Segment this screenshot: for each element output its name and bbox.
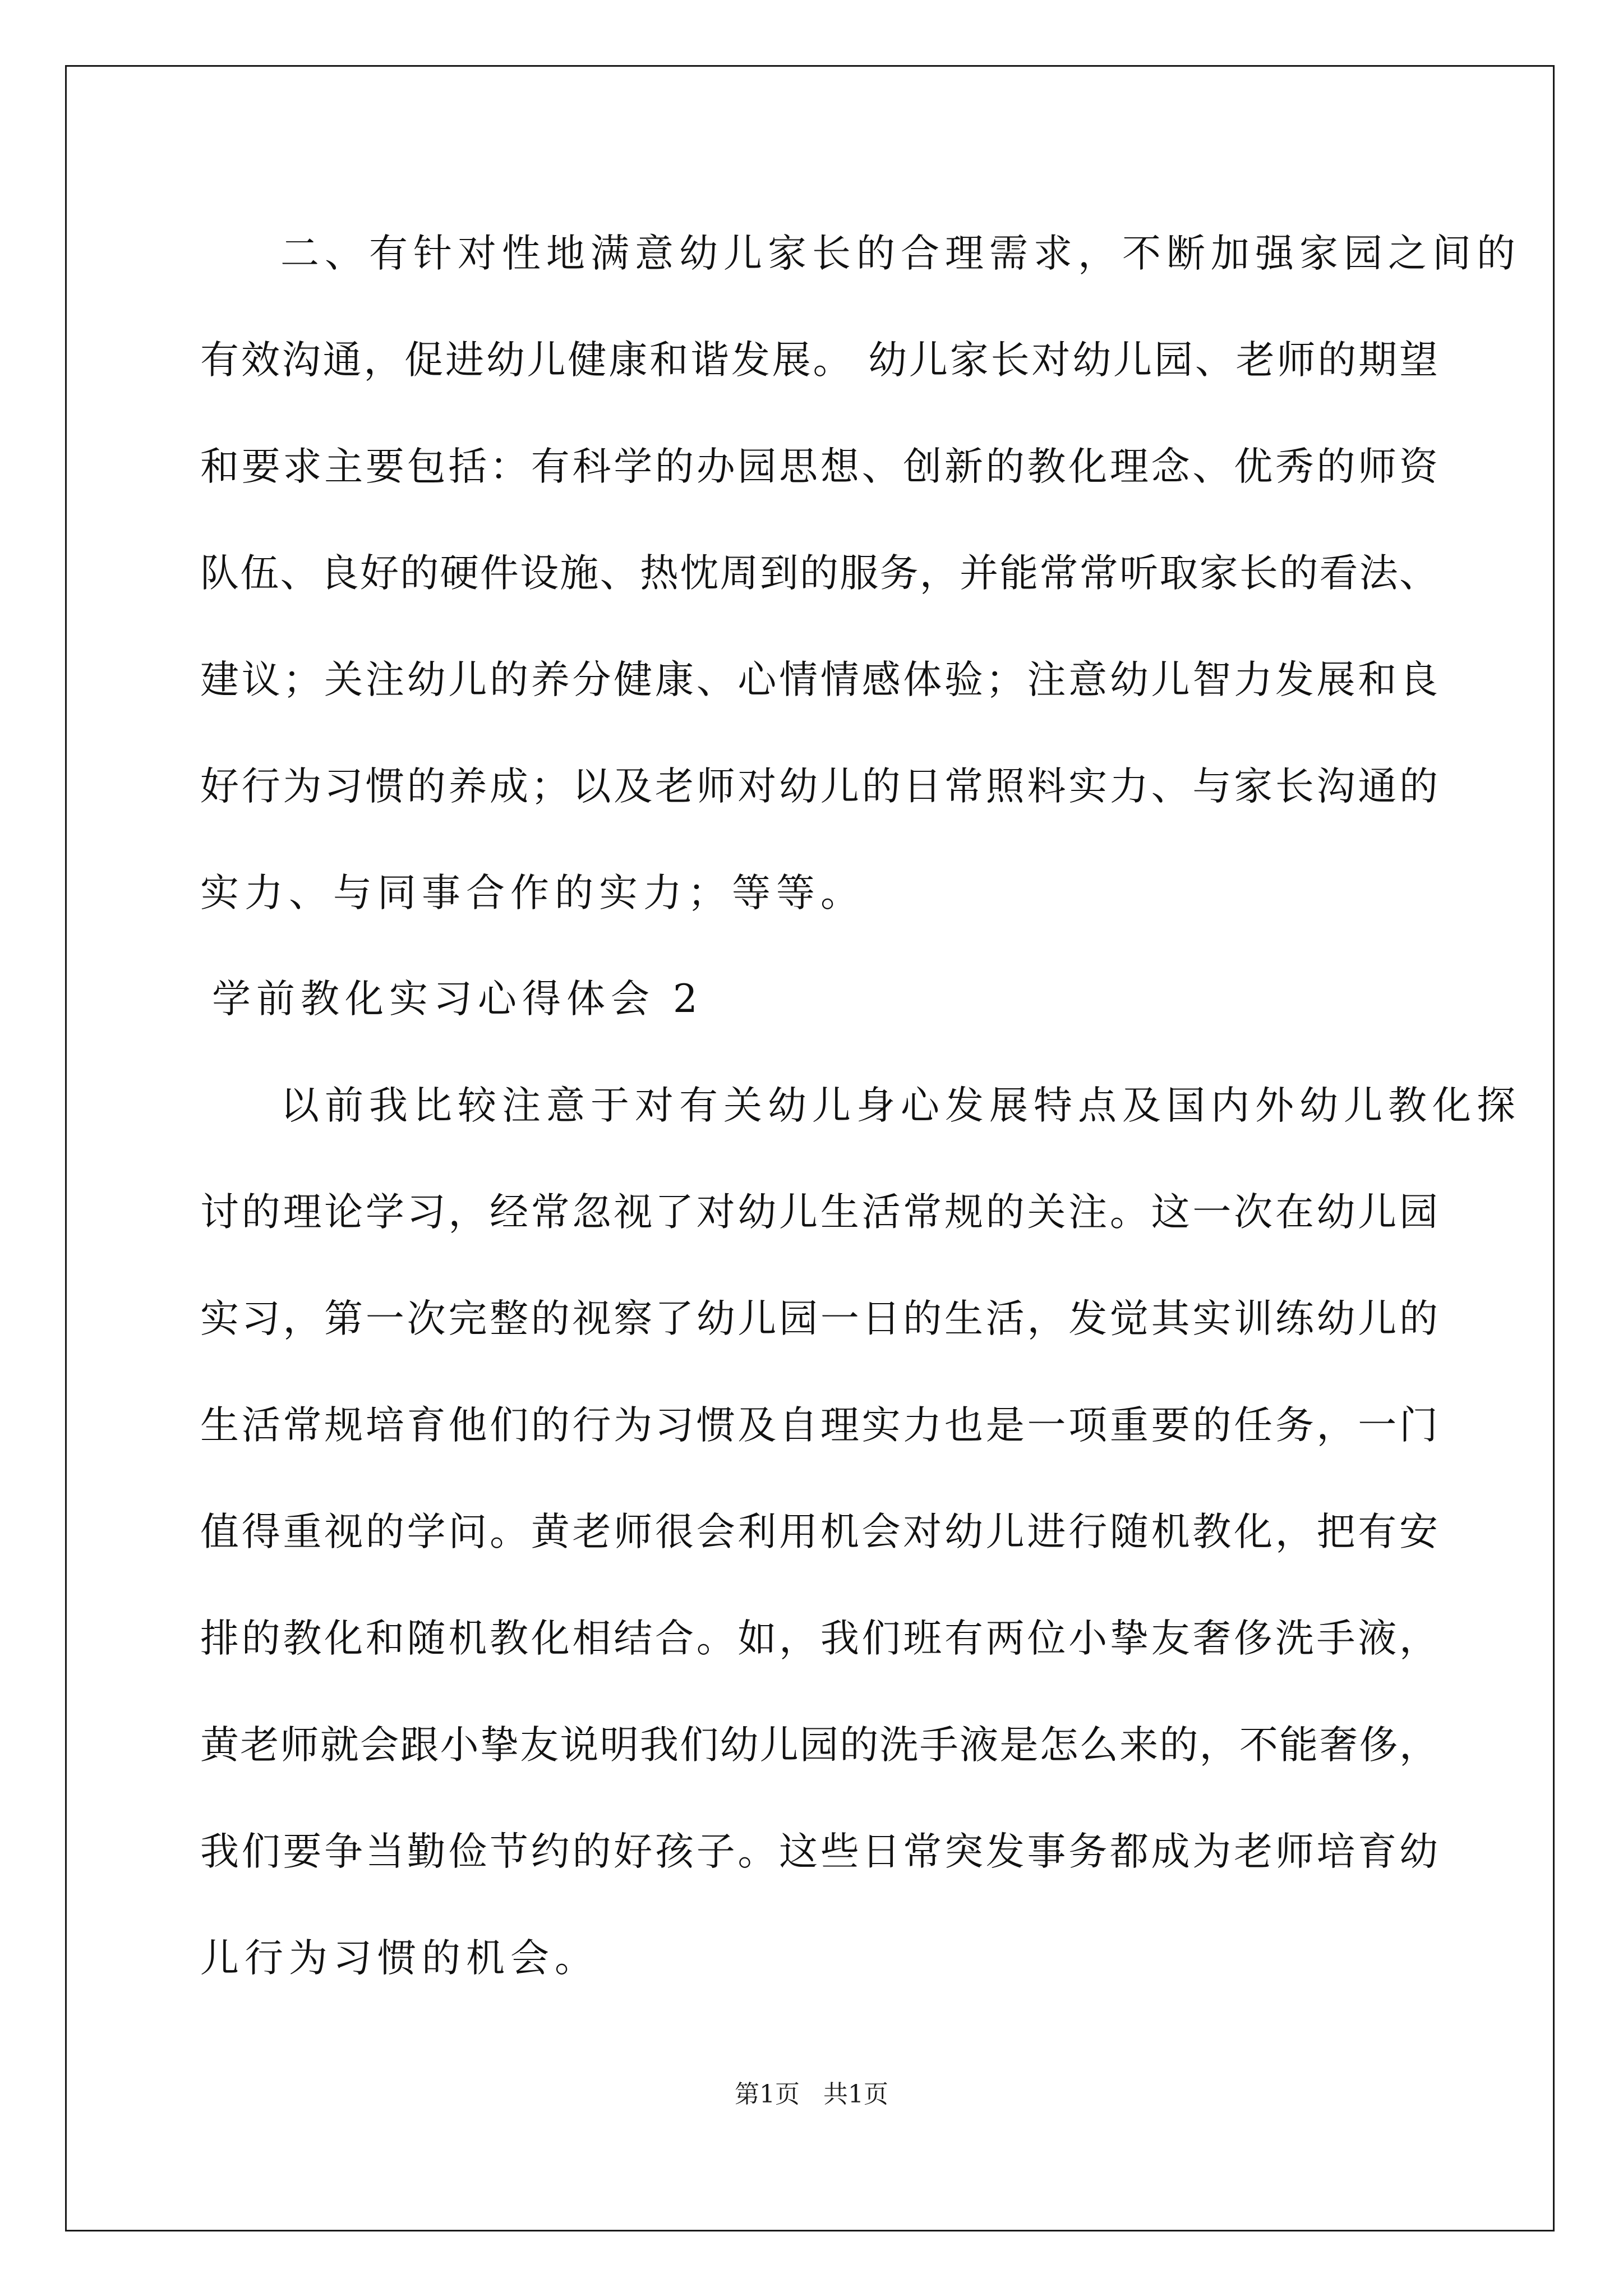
paragraph-2-line-9: 儿行为习惯的机会。 (200, 1936, 599, 1981)
paragraph-2-line-8: 我们要争当勤俭节约的好孩子。这些日常突发事务都成为老师培育幼 (200, 1829, 1438, 1874)
section-heading: 学前教化实习心得体会 2 (212, 977, 703, 1022)
paragraph-1-line-4: 队伍、良好的硬件设施、热忱周到的服务，并能常常听取家长的看法、 (200, 551, 1438, 596)
paragraph-2-line-2: 讨的理论学习，经常忽视了对幼儿生活常规的关注。这一次在幼儿园 (200, 1190, 1438, 1235)
paragraph-2-line-5: 值得重视的学问。黄老师很会利用机会对幼儿进行随机教化，把有安 (200, 1510, 1438, 1554)
paragraph-2-line-1: 以前我比较注意于对有关幼儿身心发展特点及国内外幼儿教化探 (280, 1083, 1521, 1128)
paragraph-2-line-6: 排的教化和随机教化相结合。如，我们班有两位小挚友奢侈洗手液， (200, 1616, 1438, 1661)
paragraph-1-line-3: 和要求主要包括：有科学的办园思想、创新的教化理念、优秀的师资 (200, 444, 1438, 489)
page-footer: 第1页 共1页 (735, 2080, 888, 2109)
paragraph-2-line-4: 生活常规培育他们的行为习惯及自理实力也是一项重要的任务，一门 (200, 1403, 1438, 1448)
paragraph-2-line-3: 实习，第一次完整的视察了幼儿园一日的生活，发觉其实训练幼儿的 (200, 1296, 1438, 1341)
paragraph-1-line-2: 有效沟通，促进幼儿健康和谐发展。 幼儿家长对幼儿园、老师的期望 (200, 338, 1438, 383)
paragraph-1-line-5: 建议；关注幼儿的养分健康、心情情感体验；注意幼儿智力发展和良 (200, 657, 1438, 702)
paragraph-1-line-7: 实力、与同事合作的实力；等等。 (200, 871, 865, 915)
paragraph-1-line-6: 好行为习惯的养成；以及老师对幼儿的日常照料实力、与家长沟通的 (200, 764, 1438, 809)
page-border (65, 65, 1555, 2231)
paragraph-1-line-1: 二、有针对性地满意幼儿家长的合理需求，不断加强家园之间的 (280, 231, 1521, 276)
paragraph-2-line-7: 黄老师就会跟小挚友说明我们幼儿园的洗手液是怎么来的，不能奢侈， (200, 1723, 1438, 1768)
